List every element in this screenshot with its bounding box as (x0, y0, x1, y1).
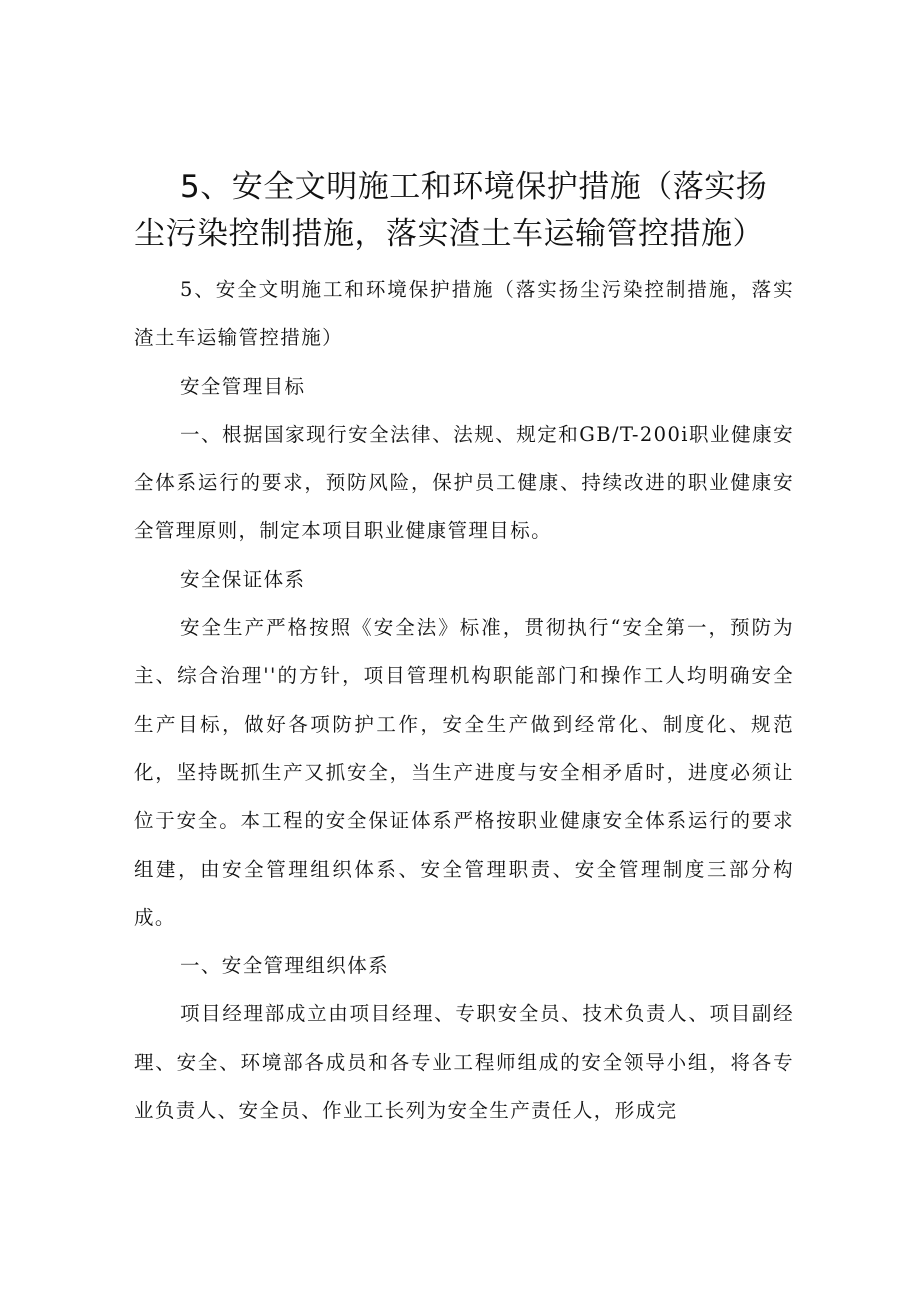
document-body (134, 266, 794, 1135)
paragraph-organization: 项目经理部成立由项目经理、专职安全员、技术负责人、项目副经理、安全、环境部各成员和各专业工程师组成的安全领导小组，将各专业负责人、安全员、作业工长列为安全生产责任人，形成完 (134, 1002, 794, 1123)
paragraph-safety-assurance: 安全生产严格按照《安全法》标准，贯彻执行“安全第一，预防为主、综合治理''的方针，项目管理机构职能部门和操作工人均明确安全生产目标，做好各项防护工作，安全生产做到经常化、制度化、规范化，坚持既抓生产又抓安全，当生产进度与安全相矛盾时，进度必须让位于安全。本工程的安全保证体系严格按职业健康安全体系运行的要求组建，由安全管理组织体系、安全管理职责、安全管理制度三部分构成。 (134, 616, 794, 929)
paragraph-safety-goal: 一、根据国家现行安全法律、法规、规定和GB/T-200i职业健康安全体系运行的要求，预防风险，保护员工健康、持续改进的职业健康安全管理原则，制定本项目职业健康管理目标。 (134, 422, 794, 543)
heading-safety-goal: 安全管理目标 (180, 374, 306, 398)
paragraph-repeat-title: 5、安全文明施工和环境保护措施（落实扬尘污染控制措施，落实渣土车运输管控措施） (134, 278, 794, 350)
document-title: 5、安全文明施工和环境保护措施（落实扬尘污染控制措施，落实渣土车运输管控措施） (134, 169, 768, 252)
heading-organization: 一、安全管理组织体系 (180, 954, 390, 978)
heading-safety-assurance: 安全保证体系 (180, 567, 306, 591)
